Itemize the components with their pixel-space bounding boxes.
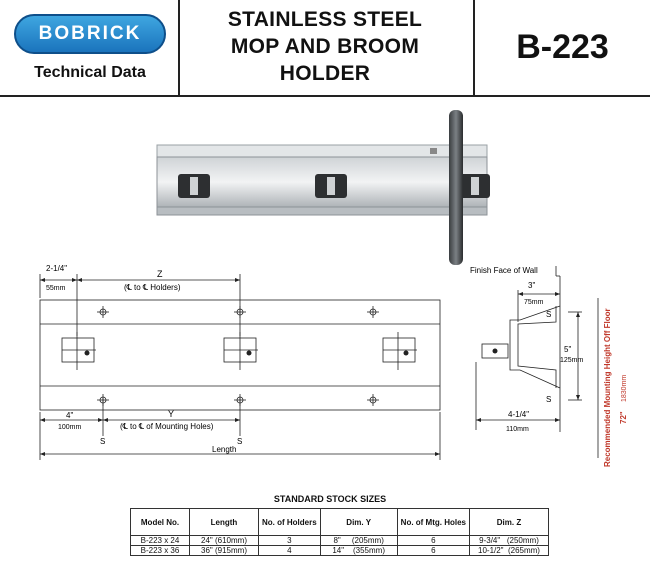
dim-110mm-label: 110mm: [506, 426, 529, 433]
cell-model: B-223 x 36: [131, 546, 190, 556]
col-dim-y: Dim. Y: [320, 509, 397, 536]
title-line-2: MOP AND BROOM: [230, 35, 420, 58]
table-row: [131, 536, 549, 546]
dim-5-label: 5": [564, 345, 572, 354]
dim-4-label: 4": [66, 411, 74, 420]
table-header-row: [131, 509, 549, 536]
col-holders: No. of Holders: [259, 509, 321, 536]
cell-dim-z: 9-3/4" (250mm): [470, 536, 549, 546]
front-view-drawing: [0, 262, 460, 472]
stock-sizes-title: STANDARD STOCK SIZES: [273, 494, 387, 504]
dim-2-25-label: 2-1/4": [46, 264, 68, 273]
cell-model: B-223 x 24: [131, 536, 190, 546]
cell-mtg-holes: 6: [397, 536, 469, 546]
dim-z-label: Z: [157, 269, 163, 279]
side-view-drawing: [460, 262, 650, 472]
col-dim-z: Dim. Z: [470, 509, 549, 536]
col-length: Length: [190, 509, 259, 536]
dim-75mm-label: 75mm: [524, 299, 544, 306]
dim-55mm-label: 55mm: [46, 285, 66, 292]
height-mm: 1830mm: [621, 374, 628, 402]
product-photo: [145, 100, 500, 265]
cell-mtg-holes: 6: [397, 546, 469, 556]
title-line-1: STAINLESS STEEL: [227, 8, 423, 31]
title-line-3: HOLDER: [279, 62, 371, 85]
broom-handle: [449, 110, 463, 265]
dim-y-label: Y: [168, 409, 175, 419]
dim-y-note: (℄ to ℄ of Mounting Holes): [120, 422, 214, 431]
bobrick-logo: BOBRICK: [14, 14, 166, 54]
s-label-top: S: [546, 310, 552, 319]
s-label-left: S: [100, 437, 106, 446]
technical-data-label: Technical Data: [34, 64, 146, 81]
col-mtg-holes: No. of Mtg. Holes: [397, 509, 469, 536]
s-label-center: S: [237, 437, 243, 446]
cell-length: 36" (915mm): [190, 546, 259, 556]
mounting-height-label: Recommended Mounting Height Off Floor: [603, 308, 612, 467]
holder-clip-3: [460, 174, 490, 198]
col-model-no: Model No.: [131, 509, 190, 536]
holder-clip-2: [315, 174, 347, 198]
header: [0, 0, 650, 97]
length-label: Length: [212, 445, 237, 454]
height-value: 72": [619, 411, 628, 424]
stock-sizes-table: [130, 508, 549, 556]
cell-dim-y: 14" (355mm): [320, 546, 397, 556]
dim-125mm-label: 125mm: [560, 357, 584, 364]
dim-z-note: (℄ to ℄ Holders): [124, 283, 181, 292]
s-label-bottom: S: [546, 395, 552, 404]
finish-face-label: Finish Face of Wall: [470, 266, 538, 275]
cell-holders: 3: [259, 536, 321, 546]
dim-3-label: 3": [528, 281, 536, 290]
table-row: [131, 546, 549, 556]
product-title: [180, 6, 470, 87]
dim-4-25-label: 4-1/4": [508, 410, 530, 419]
dim-100mm-label: 100mm: [58, 424, 82, 431]
cell-holders: 4: [259, 546, 321, 556]
cell-dim-z: 10-1/2" (265mm): [470, 546, 549, 556]
holder-clip-1: [178, 174, 210, 198]
cell-dim-y: 8" (205mm): [320, 536, 397, 546]
cell-length: 24" (610mm): [190, 536, 259, 546]
model-number: B-223: [516, 28, 609, 66]
